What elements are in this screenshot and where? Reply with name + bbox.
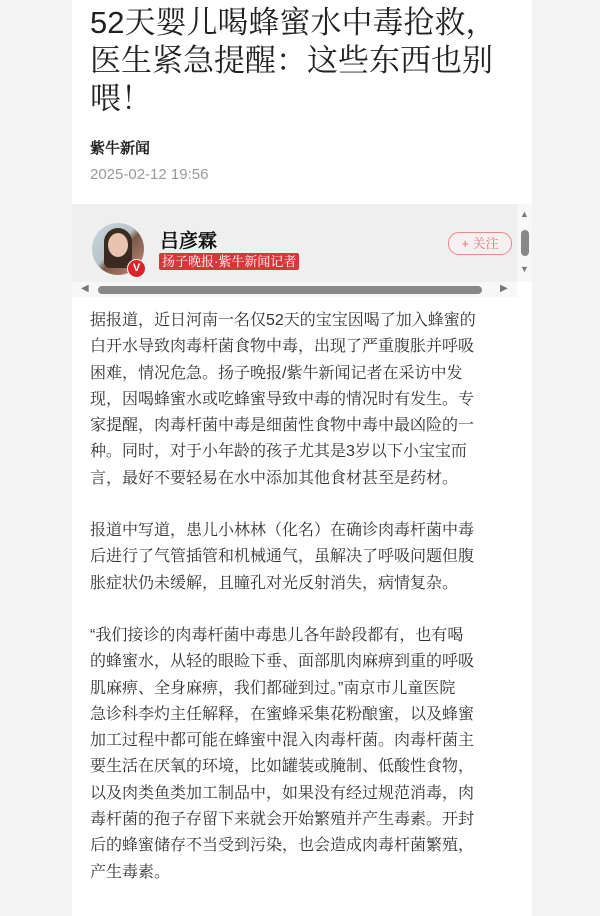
article-body: [90, 308, 530, 912]
paragraph: [90, 623, 530, 886]
title-line: 医生紧急提醒：这些东西也别: [90, 43, 493, 78]
horizontal-scrollbar[interactable]: [72, 282, 517, 297]
scrollbar-thumb[interactable]: [98, 286, 482, 294]
author-tag: 扬子晚报·紫牛新闻记者: [159, 253, 299, 270]
article-source[interactable]: 紫牛新闻: [90, 140, 151, 157]
follow-button[interactable]: + 关注: [448, 232, 512, 255]
scrollbar-thumb[interactable]: [521, 230, 529, 256]
article-title: [90, 4, 520, 118]
scroll-left-icon[interactable]: ◀: [81, 283, 89, 294]
paragraph-line: 胀症状仍未缓解，且瞳孔对光反射消失，病情复杂。: [90, 574, 459, 592]
article-page: [72, 0, 532, 916]
paragraph-line: 产生毒素。: [90, 863, 171, 881]
paragraph-line: 现，因喝蜂蜜水或吃蜂蜜导致中毒的情况时有发生。专: [90, 390, 475, 408]
scroll-right-icon[interactable]: ▶: [500, 283, 508, 294]
paragraph-line: 困难，情况危急。扬子晚报/紫牛新闻记者在采访中发: [90, 364, 463, 382]
avatar[interactable]: [92, 223, 144, 275]
paragraph-line: 的蜂蜜水，从轻的眼睑下垂、面部肌肉麻痹到重的呼吸: [90, 653, 475, 671]
paragraph-line: 后进行了气管插管和机械通气，虽解决了呼吸问题但腹: [90, 548, 475, 566]
paragraph-line: 毒杆菌的孢子存留下来就会开始繁殖并产生毒素。开封: [90, 811, 475, 829]
paragraph-line: 家提醒，肉毒杆菌中毒是细菌性食物中毒中最凶险的一: [90, 417, 475, 435]
article-time: 2025-02-12 19:56: [90, 166, 209, 183]
paragraph-line: 言，最好不要轻易在水中添加其他食材甚至是药材。: [90, 469, 459, 487]
verified-icon: V: [127, 259, 146, 278]
paragraph-line: “我们接诊的肉毒杆菌中毒患儿各年龄段都有，也有喝: [90, 626, 464, 644]
author-card: [72, 204, 517, 282]
title-line: 52天婴儿喝蜂蜜水中毒抢救，: [90, 5, 497, 40]
paragraph-line: 报道中写道，患儿小林林（化名）在确诊肉毒杆菌中毒: [90, 522, 475, 540]
paragraph-line: 加工过程中都可能在蜂蜜中混入肉毒杆菌。肉毒杆菌主: [90, 732, 475, 750]
title-line: 喂！: [90, 81, 152, 116]
paragraph: [90, 308, 530, 492]
scroll-up-icon[interactable]: ▲: [520, 209, 529, 219]
paragraph-line: 白开水导致肉毒杆菌食物中毒，出现了严重腹胀并呼吸: [90, 338, 475, 356]
paragraph-line: 要生活在厌氧的环境，比如罐装或腌制、低酸性食物，: [90, 758, 475, 776]
paragraph-line: 急诊科李灼主任解释，在蜜蜂采集花粉酿蜜，以及蜂蜜: [90, 705, 475, 723]
paragraph-line: 以及肉类鱼类加工制品中，如果没有经过规范消毒，肉: [90, 784, 475, 802]
paragraph-line: 肌麻痹、全身麻痹，我们都碰到过。”南京市儿童医院: [90, 679, 456, 697]
paragraph-line: 种。同时，对于小年龄的孩子尤其是3岁以下小宝宝而: [90, 443, 467, 461]
scroll-down-icon[interactable]: ▼: [520, 264, 529, 274]
paragraph: [90, 518, 530, 597]
vertical-scrollbar[interactable]: [517, 204, 532, 282]
paragraph-line: 后的蜂蜜储存不当受到污染，也会造成肉毒杆菌繁殖，: [90, 837, 475, 855]
paragraph-line: 据报道，近日河南一名仅52天的宝宝因喝了加入蜂蜜的: [90, 312, 476, 329]
author-name[interactable]: 吕彦霖: [160, 231, 218, 252]
